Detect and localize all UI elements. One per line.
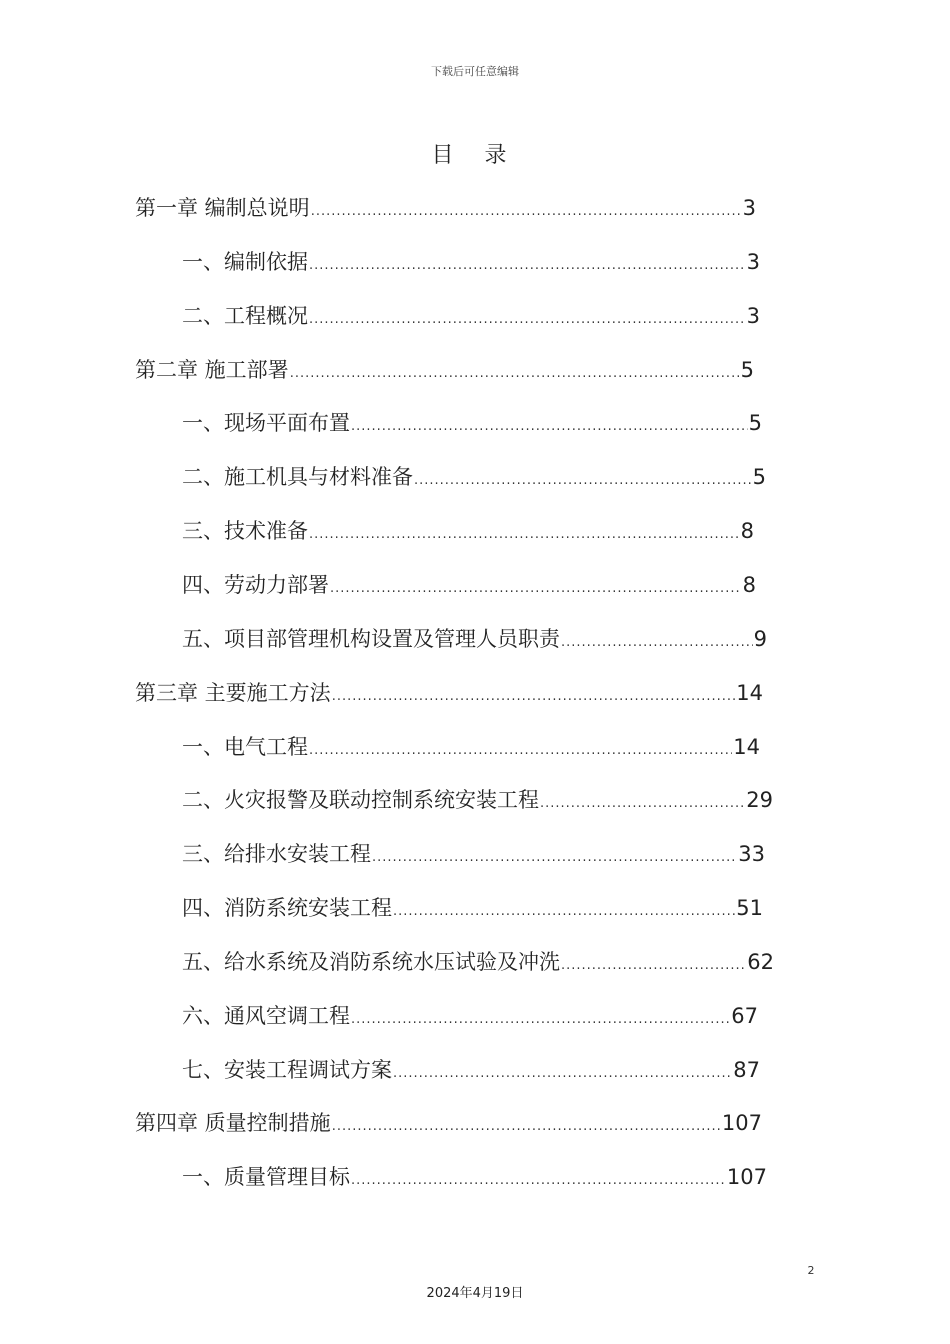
toc-entry-label: 三、给排水安装工程 xyxy=(182,842,371,866)
toc-entry-label: 五、项目部管理机构设置及管理人员职责 xyxy=(182,627,560,651)
toc-entry-page: 62 xyxy=(747,950,774,974)
toc-entry-page: 5 xyxy=(748,411,762,435)
toc-dot-leader xyxy=(332,689,736,704)
toc-dot-leader xyxy=(311,204,742,219)
toc-entry-page: 8 xyxy=(742,573,756,597)
toc-entry[interactable] xyxy=(182,892,763,924)
toc-dot-leader xyxy=(309,258,746,273)
toc-dot-leader xyxy=(309,743,732,758)
toc-entry[interactable] xyxy=(182,731,760,763)
toc-dot-leader xyxy=(414,473,752,488)
toc-entry-label: 第四章 质量控制措施 xyxy=(135,1111,331,1135)
page-header: 下载后可任意编辑 xyxy=(431,65,519,78)
toc-entry-label: 二、施工机具与材料准备 xyxy=(182,465,413,489)
toc-entry-page: 9 xyxy=(753,627,767,651)
toc-entry-label: 七、安装工程调试方案 xyxy=(182,1058,392,1082)
toc-dot-leader xyxy=(309,527,740,542)
toc-entry[interactable] xyxy=(182,515,754,547)
toc-dot-leader xyxy=(351,1173,726,1188)
toc-dot-leader xyxy=(393,1066,732,1081)
toc-entry-page: 51 xyxy=(736,896,763,920)
toc-entry-label: 二、工程概况 xyxy=(182,304,308,328)
toc-dot-leader xyxy=(330,581,742,596)
toc-dot-leader xyxy=(540,796,745,811)
toc-entry-page: 14 xyxy=(736,681,763,705)
toc-entry-page: 107 xyxy=(721,1111,762,1135)
toc-dot-leader xyxy=(393,904,735,919)
toc-entry-page: 29 xyxy=(746,788,773,812)
toc-entry[interactable] xyxy=(182,623,767,655)
toc-entry-page: 107 xyxy=(726,1165,767,1189)
toc-entry-page: 3 xyxy=(746,250,760,274)
toc-entry-label: 第一章 编制总说明 xyxy=(135,196,310,220)
toc-entry[interactable] xyxy=(135,677,763,709)
toc-entry[interactable] xyxy=(182,300,760,332)
toc-entry-label: 第三章 主要施工方法 xyxy=(135,681,331,705)
toc-entry[interactable] xyxy=(182,1000,758,1032)
toc-entry[interactable] xyxy=(182,1161,767,1193)
toc-entry[interactable] xyxy=(135,354,754,386)
toc-entry-label: 六、通风空调工程 xyxy=(182,1004,350,1028)
toc-dot-leader xyxy=(372,850,737,865)
toc-entry[interactable] xyxy=(182,569,756,601)
toc-entry[interactable] xyxy=(182,1054,760,1086)
toc-entry-label: 一、电气工程 xyxy=(182,735,308,759)
toc-entry[interactable] xyxy=(182,838,765,870)
toc-entry-page: 33 xyxy=(738,842,765,866)
toc-dot-leader xyxy=(290,366,740,381)
toc-entry-page: 8 xyxy=(740,519,754,543)
toc-entry-label: 二、火灾报警及联动控制系统安装工程 xyxy=(182,788,539,812)
toc-entry-page: 87 xyxy=(733,1058,760,1082)
toc-entry-label: 一、现场平面布置 xyxy=(182,411,350,435)
toc-entry-label: 五、给水系统及消防系统水压试验及冲洗 xyxy=(182,950,560,974)
page-number: 2 xyxy=(807,1264,815,1277)
toc-entry-page: 5 xyxy=(740,358,754,382)
toc-dot-leader xyxy=(309,312,746,327)
toc-entry[interactable] xyxy=(182,246,760,278)
toc-entry[interactable] xyxy=(182,407,762,439)
toc-dot-leader xyxy=(561,958,746,973)
toc-entry[interactable] xyxy=(182,784,773,816)
toc-entry-label: 三、技术准备 xyxy=(182,519,308,543)
toc-title: 目 录 xyxy=(431,143,519,168)
page-footer-date: 2024年4月19日 xyxy=(426,1286,524,1301)
toc-entry[interactable] xyxy=(135,192,756,224)
toc-entry-label: 一、编制依据 xyxy=(182,250,308,274)
toc-entry-page: 5 xyxy=(752,465,766,489)
toc-entry-label: 第二章 施工部署 xyxy=(135,358,289,382)
toc-entry-label: 一、质量管理目标 xyxy=(182,1165,350,1189)
toc-entry-page: 67 xyxy=(731,1004,758,1028)
toc-entry-page: 14 xyxy=(733,735,760,759)
toc-entry-label: 四、劳动力部署 xyxy=(182,573,329,597)
toc-dot-leader xyxy=(351,1012,730,1027)
toc-dot-leader xyxy=(561,635,753,650)
toc-entry[interactable] xyxy=(182,461,766,493)
toc-entry[interactable] xyxy=(135,1107,762,1139)
toc-entry[interactable] xyxy=(182,946,774,978)
toc-entry-page: 3 xyxy=(742,196,756,220)
toc-entry-page: 3 xyxy=(746,304,760,328)
toc-entry-label: 四、消防系统安装工程 xyxy=(182,896,392,920)
toc-dot-leader xyxy=(351,419,748,434)
toc-dot-leader xyxy=(332,1119,721,1134)
